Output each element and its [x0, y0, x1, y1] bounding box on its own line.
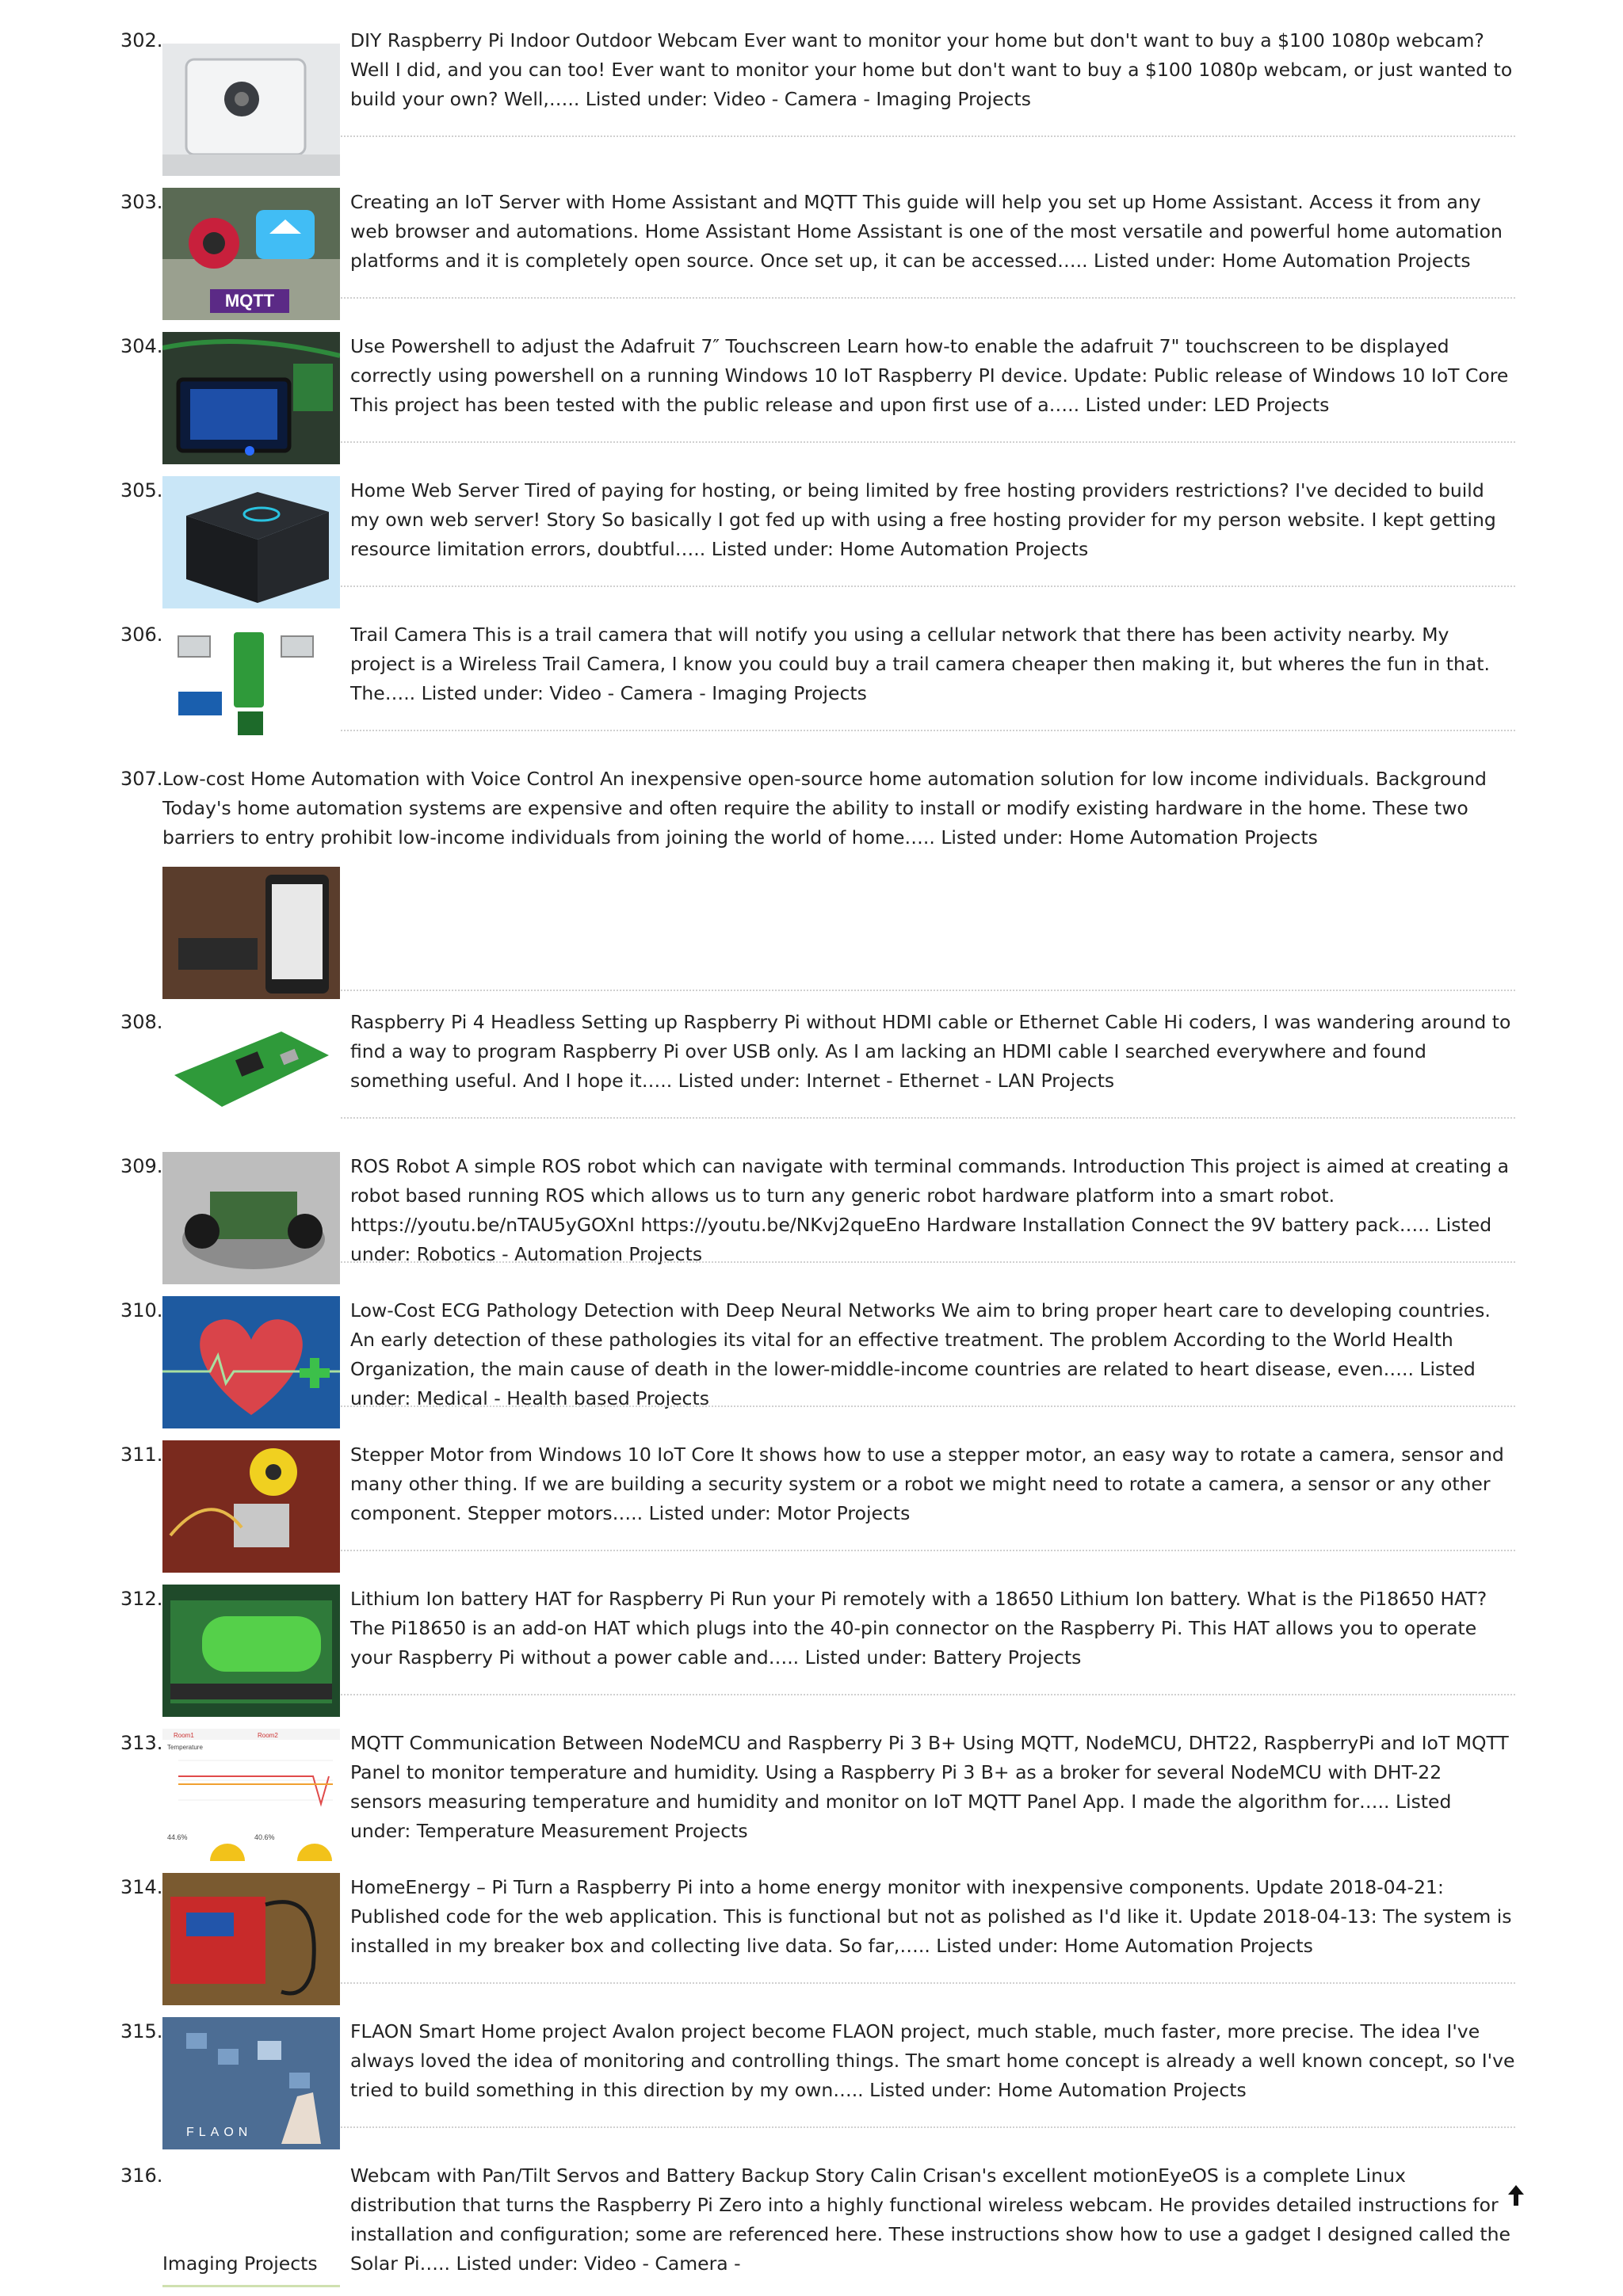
item-number: 303. [120, 191, 163, 213]
flaon-smart-home-thumbnail[interactable] [162, 2017, 340, 2149]
trail-camera-thumbnail[interactable] [162, 620, 340, 753]
room2-label: Room2 [258, 1732, 278, 1739]
ecg-heart-thumbnail[interactable] [162, 1296, 340, 1428]
separator [341, 1550, 1515, 1551]
separator [341, 297, 1515, 299]
item-number: 309. [120, 1155, 163, 1177]
item-number: 306. [120, 624, 163, 646]
item-number: 313. [120, 1732, 163, 1754]
separator [341, 2126, 1515, 2128]
separator [341, 585, 1515, 587]
item-number: 308. [120, 1011, 163, 1033]
item-description[interactable]: Home Web Server Tired of paying for hosting, or being limited by free hosting providers restrictions? I've decided to build my own web server! Story So basically I got fed up with using a free hosting provider for my person website. I kept getting resource limitation errors, doubtful….. Listed under: Home Automation Projects [350, 479, 1496, 560]
item-description[interactable]: Low-cost Home Automation with Voice Control An inexpensive open-source home automation solution for low income individuals. Background Today's home automation systems are expensive and often require the ability to install or modify existing hardware in the home. These two barriers to entry prohibit low-income individuals from joining the world of home….. Listed under: Home Automation Projects [162, 768, 1487, 849]
item-description[interactable]: Use Powershell to adjust the Adafruit 7″ Touchscreen Learn how-to enable the adafruit 7" touchscreen to be displayed correctly using powershell on a running Windows 10 IoT Raspberry PI device. Update: Public release of Windows 10 IoT Core This project has been tested with the public release and upon first use of a….. Listed under: LED Projects [350, 335, 1509, 416]
item-number: 316. [120, 2164, 163, 2187]
item-number: 304. [120, 335, 163, 357]
stepper-motor-thumbnail[interactable] [162, 1440, 340, 1573]
item-description[interactable]: MQTT Communication Between NodeMCU and Raspberry Pi 3 B+ Using MQTT, NodeMCU, DHT22, RaspberryPi and IoT MQTT Panel to monitor temperature and humidity. Using a Raspberry Pi 3 B+ as a broker for several NodeMCU with DHT-22 sensors measuring temperature and humidity and monitor on IoT MQTT Panel App. I made the algorithm for….. Listed under: Temperature Measurement Projects [350, 1732, 1509, 1842]
raspberry-pi-thumbnail[interactable] [162, 1008, 340, 1140]
item-description[interactable]: Raspberry Pi 4 Headless Setting up Raspberry Pi without HDMI cable or Ethernet Cable Hi coders, I was wandering around to find a way to program Raspberry Pi over USB only. As I am lacking an HDMI cable I searched everywhere and found something useful. And I hope it….. Listed under: Internet - Ethernet - LAN Projects [350, 1011, 1511, 1092]
mqtt-panel-thumbnail[interactable] [162, 1729, 340, 1861]
item-description[interactable]: Creating an IoT Server with Home Assistant and MQTT This guide will help you set up Home Assistant. Access it from any web browser and automations. Home Assistant Home Assistant is one of the most versatile and powerful home automation platforms and it is completely open source. Once set up, it can be accessed….. Listed under: Home Automation Projects [350, 191, 1503, 272]
item-number: 302. [120, 29, 163, 51]
ros-robot-thumbnail[interactable] [162, 1152, 340, 1284]
room1-label: Room1 [174, 1732, 194, 1739]
item-description[interactable]: DIY Raspberry Pi Indoor Outdoor Webcam Ever want to monitor your home but don't want to buy a $100 1080p webcam? Well I did, and you can too! Ever want to monitor your home but don't want to buy a $100 1080p webcam, or just wanted to build your own? Well,….. Listed under: Video - Camera - Imaging Projects [350, 29, 1513, 110]
separator [341, 1694, 1515, 1695]
home-server-thumbnail[interactable] [162, 476, 340, 608]
separator [341, 1405, 1515, 1407]
flaon-logo-text: FLAON [186, 2126, 253, 2139]
item-number: 312. [120, 1588, 163, 1610]
item-description[interactable]: Trail Camera This is a trail camera that will notify you using a cellular network that there has been activity nearby. My project is a Wireless Trail Camera, I know you could buy a trail camera cheaper then making it, but wheres the fun in that. The….. Listed under: Video - Camera - Imaging Projects [350, 624, 1490, 704]
item-number: 314. [120, 1876, 163, 1898]
separator [341, 1117, 1515, 1119]
arrow-up-icon[interactable] [1507, 2183, 1525, 2207]
battery-hat-thumbnail[interactable] [162, 1585, 340, 1717]
item-number: 305. [120, 479, 163, 502]
item-number: 307. [120, 768, 163, 790]
separator [341, 1261, 1515, 1263]
separator [341, 990, 1515, 991]
home-assistant-thumbnail[interactable] [162, 188, 340, 320]
mqtt-logo-text: MQTT [224, 291, 275, 311]
webcam-thumbnail[interactable] [162, 44, 340, 176]
temperature-label: Temperature [167, 1744, 203, 1751]
item-description[interactable]: HomeEnergy – Pi Turn a Raspberry Pi into a home energy monitor with inexpensive components. Update 2018-04-21: Published code for the web application. This is functional but not as polished as I'd like it. Update 2018-04-13: The system is installed in my breaker box and collecting live data. So far,….. Listed under: Home Automation Projects [350, 1876, 1512, 1957]
item-description[interactable]: Stepper Motor from Windows 10 IoT Core It shows how to use a stepper motor, an easy way to rotate a camera, sensor and many other thing. If we are building a security system or a robot we might need to rotate a camera, a sensor or any other component. Stepper motors….. Listed under: Motor Projects [350, 1444, 1504, 1524]
item-description[interactable]: Lithium Ion battery HAT for Raspberry Pi Run your Pi remotely with a 18650 Lithium Ion battery. What is the Pi18650 HAT? The Pi18650 is an add-on HAT which plugs into the 40-pin connector on the Raspberry Pi. This HAT allows you to operate your Raspberry Pi without a power cable and….. Listed under: Battery Projects [350, 1588, 1487, 1669]
item-description-tail[interactable]: Imaging Projects [162, 2252, 318, 2275]
humidity-1: 44.6% [167, 1833, 188, 1841]
separator [341, 135, 1515, 137]
item-description[interactable]: ROS Robot A simple ROS robot which can navigate with terminal commands. Introduction This project is aimed at creating a robot based running ROS which allows us to turn any generic robot hardware platform into a smart robot. https://youtu.be/nTAU5yGOXnI https://youtu.be/NKvj2queEno Hardware Installation Connect the 9V battery pack….. Listed under: Robotics - Automation Projects [350, 1155, 1510, 1265]
home-energy-thumbnail[interactable] [162, 1873, 340, 2005]
separator [341, 1982, 1515, 1984]
item-description[interactable]: Low-Cost ECG Pathology Detection with Deep Neural Networks We aim to bring proper heart care to developing countries. An early detection of these pathologies its vital for an effective treatment. The problem According to the World Health Organization, the main cause of death in the lower-middle-income countries are related to heart disease, even….. Listed under: Medical - Health based Projects [350, 1299, 1491, 1409]
humidity-2: 40.6% [254, 1833, 275, 1841]
item-number: 310. [120, 1299, 163, 1322]
item-number: 311. [120, 1444, 163, 1466]
item-description[interactable]: Webcam with Pan/Tilt Servos and Battery Backup Story Calin Crisan's excellent motionEyeOS is a complete Linux distribution that turns the Raspberry Pi Zero into a highly functional wireless webcam. He provides detailed instructions for installation and configuration; some are referenced here. These instructions show how to use a gadget I designed called the Solar Pi….. Listed under: Video - Camera - [350, 2164, 1510, 2275]
voice-control-thumbnail[interactable] [162, 867, 340, 999]
item-description[interactable]: FLAON Smart Home project Avalon project become FLAON project, much stable, much faster, more precise. The idea I've always loved the idea of monitoring and controlling things. The smart home concept is already a well known concept, so I've tried to build something in this direction by my own….. Listed under: Home Automation Projects [350, 2020, 1515, 2101]
thumbnail-edge [162, 2285, 340, 2287]
item-number: 315. [120, 2020, 163, 2042]
separator [341, 730, 1515, 731]
separator [341, 441, 1515, 443]
touchscreen-thumbnail[interactable] [162, 332, 340, 464]
